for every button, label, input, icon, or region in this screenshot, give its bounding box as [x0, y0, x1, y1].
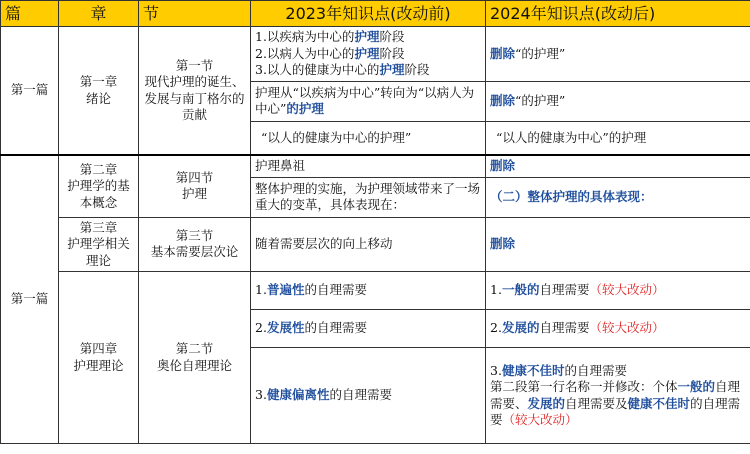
after-cell: 3.健康不佳时的自理需要 第二段第一行名称一并修改：个体一般的自理需要、发展的自理需要及健康不佳时的自理需要（较大改动）: [486, 348, 750, 444]
header-pian: 篇: [1, 1, 59, 27]
chapter-cell-1: 第一章 绪论: [59, 27, 139, 156]
after-cell: 2.发展的自理需要（较大改动）: [486, 310, 750, 348]
section-cell-2: 第四节 护理: [139, 155, 251, 217]
header-jie: 节: [139, 1, 251, 27]
section-cell-4: 第二节 奥伦自理理论: [139, 272, 251, 444]
header-2024: 2024年知识点(改动后): [486, 1, 750, 27]
before-cell: 整体护理的实施，为护理领域带来了一场重大的变革，具体表现在：: [251, 177, 486, 217]
after-cell: 1.一般的自理需要（较大改动）: [486, 272, 750, 310]
table-row: [1, 217, 750, 272]
before-cell: 1.以疾病为中心的护理阶段 2.以病人为中心的护理阶段 3.以人的健康为中心的护理阶段: [251, 27, 486, 82]
table-row: [1, 155, 750, 177]
table-row: [1, 272, 750, 310]
chapter-cell-3: 第三章 护理学相关理论: [59, 217, 139, 272]
before-cell: 1.普遍性的自理需要: [251, 272, 486, 310]
section-cell-1: 第一节 现代护理的诞生、发展与南丁格尔的贡献: [139, 27, 251, 156]
before-cell: 3.健康偏离性的自理需要: [251, 348, 486, 444]
after-cell: 删除“的护理”: [486, 27, 750, 82]
table-row: [1, 27, 750, 82]
header-2023: 2023年知识点(改动前): [251, 1, 486, 27]
after-cell: 删除: [486, 217, 750, 272]
after-cell: 删除: [486, 155, 750, 177]
before-cell: “以人的健康为中心的护理”: [251, 121, 486, 155]
section-cell-3: 第三节 基本需要层次论: [139, 217, 251, 272]
before-cell: 护理鼻祖: [251, 155, 486, 177]
before-cell: 2.发展性的自理需要: [251, 310, 486, 348]
after-cell: （二）整体护理的具体表现：: [486, 177, 750, 217]
after-cell: 删除“的护理”: [486, 81, 750, 121]
pian-cell-1: 第一篇: [1, 27, 59, 156]
chapter-cell-2: 第二章 护理学的基本概念: [59, 155, 139, 217]
header-zhang: 章: [59, 1, 139, 27]
pian-cell-2: 第一篇: [1, 155, 59, 444]
after-cell: “以人的健康为中心”的护理: [486, 121, 750, 155]
header-row: [1, 1, 750, 27]
before-cell: 护理从“以疾病为中心”转向为“以病人为中心”的护理: [251, 81, 486, 121]
chapter-cell-4: 第四章 护理理论: [59, 272, 139, 444]
before-cell: 随着需要层次的向上移动: [251, 217, 486, 272]
